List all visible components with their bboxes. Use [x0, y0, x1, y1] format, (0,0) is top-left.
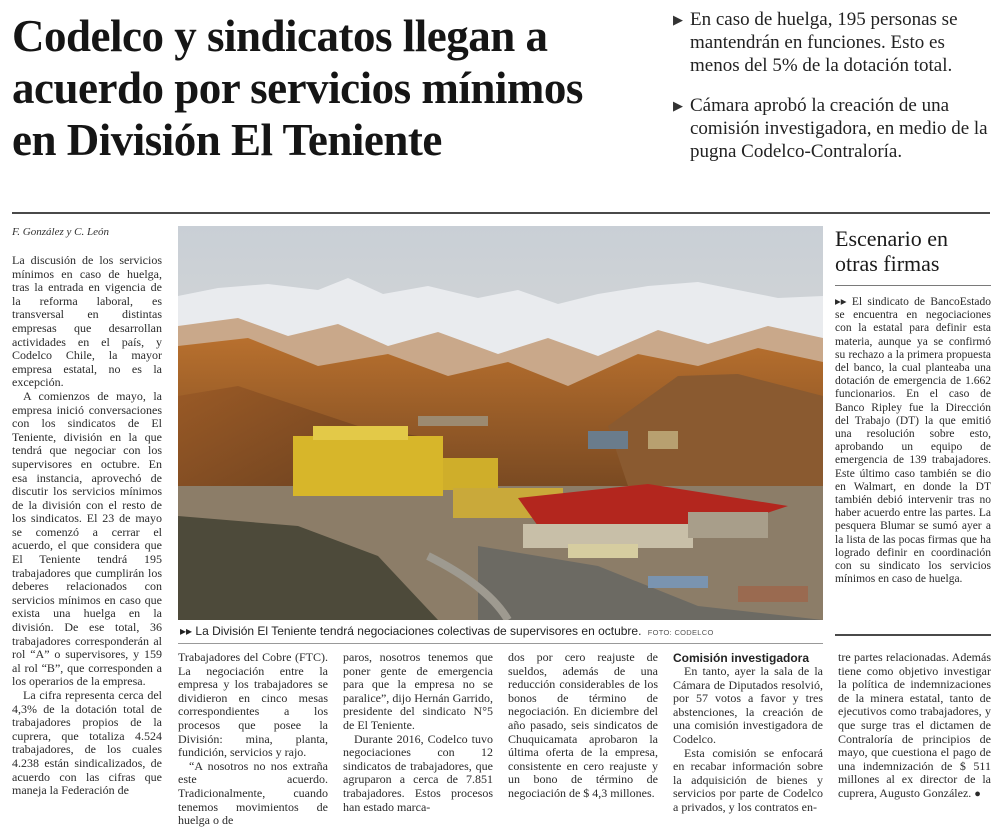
- end-mark-icon: ●: [974, 787, 981, 800]
- sidebar-text: El sindicato de BancoEstado se encuentra en negociaciones con la estatal para definir esta materia, aunque ya se confirmó su rechazo a la primera propuesta del banco, la cual planteaba una dotación de emergencia de 1.662 funcionarios. En el caso de Banco Ripley fue la Dirección del Trabajo (DT) la que emitió una resolución sobre esto, aprobando un equipo de emergencia de 139 trabajadores. Este último caso también se dio en Walmart, en donde la DT también debió intervenir tras no haber acuerdo entre las partes. La pesquera Blumar se sumó ayer a la lista de las pocas firmas que ha logrado definir en coordinación con su sindicato los servicios mínimos en caso de huelga.: [835, 296, 991, 586]
- article-column-6: [838, 651, 991, 802]
- caption-divider: [178, 643, 823, 644]
- article-paragraph: paros, nosotros tenemos que poner gente de emergencia para que la empresa no se paralice”, dijo Hernán Garrido, presidente del sindicato N°5 de El Teniente.: [343, 650, 493, 732]
- caption-text: La División El Teniente tendrá negociaciones colectivas de supervisores en octubre.: [195, 624, 642, 638]
- article-column-3: [343, 651, 493, 814]
- article-paragraph: Trabajadores del Cobre (FTC). La negociación entre la empresa y los trabajadores se dividieron en cinco mesas correspondientes a los procesos que posee la División: mina, planta, fundición, servicios y rajo.: [178, 650, 328, 760]
- summary-bullet-text: Cámara aprobó la creación de una comisión investigadora, en medio de la pugna Codelco-Contraloría.: [690, 95, 988, 162]
- sidebar-box: [835, 226, 991, 586]
- sidebar-title-line: otras firmas: [835, 251, 940, 276]
- headline-line-2: acuerdo por servicios mínimos: [12, 63, 583, 113]
- sidebar-body: [835, 296, 991, 586]
- article-paragraph: [838, 651, 991, 802]
- article-column-5: [673, 651, 823, 815]
- article-paragraph-text: tre partes relacionadas. Además tiene como objetivo investigar la política de indemnizaciones de la minera estatal, tanto de ejecutivos como trabajadores, y que surge tras el dictamen de Contraloría de principios de mayo, que cuestiona el pago de una indemnización de $ 511 millones al ex director de la cuprera, Augusto González.: [838, 650, 991, 800]
- mine-landscape-illustration: [178, 226, 823, 620]
- article-paragraph: En tanto, ayer la sala de la Cámara de Diputados resolvió, por 57 votos a favor y tres abstenciones, la creación de una comisión investigadora de Codelco.: [673, 664, 823, 746]
- sidebar-title: [835, 226, 991, 286]
- headline: [12, 10, 662, 166]
- sidebar-title-line: Escenario en: [835, 226, 948, 251]
- summary-bullet: [673, 94, 991, 163]
- photo-caption: [180, 624, 820, 640]
- triangle-bullet-icon: ▶: [673, 12, 683, 27]
- article-photo: [178, 226, 823, 620]
- article-column-2: [178, 651, 328, 828]
- summary-bullet-text: En caso de huelga, 195 personas se mantendrán en funciones. Esto es menos del 5% de la dotación total.: [690, 9, 958, 76]
- article-paragraph: Durante 2016, Codelco tuvo negociaciones con 12 sindicatos de trabajadores, que agruparon a cerca de 7.851 trabajadores. Estos procesos han estado marca-: [343, 731, 493, 814]
- article-paragraph: La discusión de los servicios mínimos en caso de huelga, tras la entrada en vigencia de la reforma laboral, es transversal en distintas empresas que desarrollan actividades en el país, y Codelco Chile, la mayor empresa estatal, no es la excepción.: [12, 253, 162, 390]
- sidebar-bottom-rule: [835, 634, 991, 636]
- byline: F. González y C. León: [12, 226, 109, 238]
- article-paragraph: “A nosotros no nos extraña este acuerdo. Tradicionalmente, cuando tenemos movimientos de huelga o de: [178, 758, 328, 828]
- photo-credit: FOTO: CODELCO: [647, 628, 714, 637]
- article-paragraph: Esta comisión se enfocará en recabar información sobre la adquisición de bienes y servicios por parte de Codelco a privados, y los contratos en-: [673, 745, 823, 814]
- top-divider: [12, 212, 990, 214]
- sidebar-marker-icon: ▸▸: [835, 296, 847, 308]
- summary-bullets: [673, 8, 991, 163]
- caption-marker-icon: ▸▸: [180, 624, 193, 638]
- article-paragraph: A comienzos de mayo, la empresa inició conversaciones con los sindicatos de El Teniente, división en la que tendrá que negociar con los supervisores en octubre. En esa instancia, aprovechó de discutir los servicios mínimos de la división con el resto de los sindicatos. El 23 de mayo se comenzó a cerrar el acuerdo, el que considera que El Teniente tendrá 195 trabajadores que cumplirán los deberes relacionados con servicios mínimos en caso que exista una huelga en la división. De ese total, 36 trabajadores corresponderán al rol “A” o supervisores, y 159 al rol “B”, que corresponden a los operarios de la empresa.: [12, 388, 162, 689]
- summary-bullet: [673, 8, 991, 77]
- article-column-4: [508, 651, 658, 801]
- section-subhead: Comisión investigadora: [673, 651, 810, 665]
- article-paragraph: dos por cero reajuste de sueldos, además de una reducción considerables de los bonos de término de negociación. En diciembre del año pasado, seis sindicatos de Chuquicamata aprobaron la última oferta de la empresa, consistente en cero reajuste y un bono de término de negociación de $ 4,3 millones.: [508, 650, 658, 800]
- headline-line-3: en División El Teniente: [12, 115, 442, 165]
- headline-line-1: Codelco y sindicatos llegan a: [12, 11, 548, 61]
- triangle-bullet-icon: ▶: [673, 98, 683, 113]
- article-column-1: [12, 254, 162, 798]
- article-paragraph: La cifra representa cerca del 4,3% de la dotación total de trabajadores propios de la cuprera, que totaliza 4.524 trabajadores, de los cuales 4.238 están sindicalizados, de acuerdo con las cifras que maneja la Federación de: [12, 688, 162, 798]
